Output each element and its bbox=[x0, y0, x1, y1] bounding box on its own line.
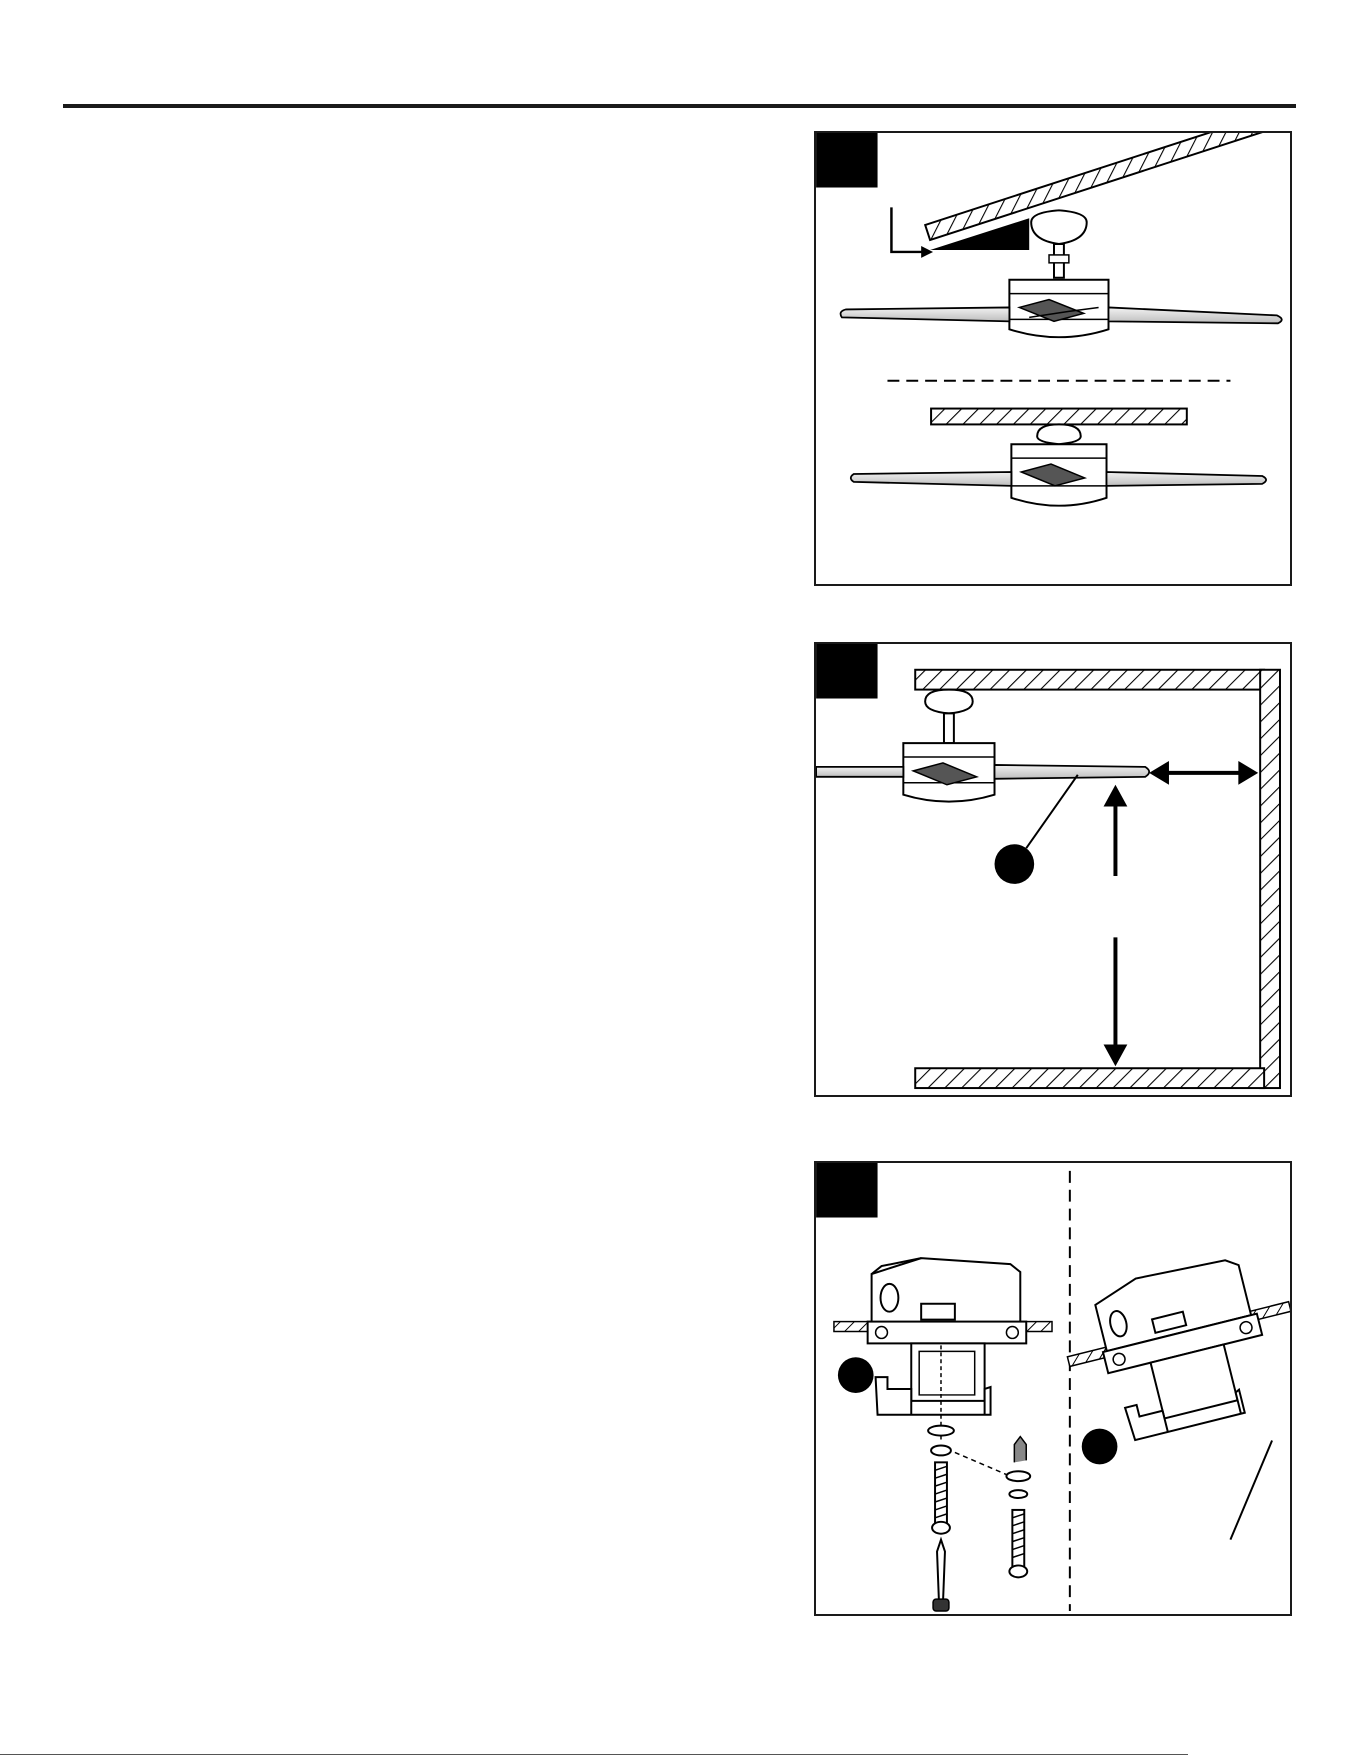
screw-icon bbox=[932, 1462, 950, 1533]
callout-dot-icon bbox=[995, 844, 1035, 884]
bottom-rule bbox=[0, 1754, 1188, 1755]
figure-sloped-ceiling-drawing bbox=[816, 133, 1290, 584]
guide-dashed-icon bbox=[955, 1452, 1011, 1476]
callout-leader-icon bbox=[1230, 1441, 1272, 1540]
screwdriver-icon bbox=[933, 1540, 949, 1611]
top-rule bbox=[63, 104, 1296, 108]
fan-blade-right-icon bbox=[995, 765, 1150, 779]
arrow-icon bbox=[1014, 1437, 1026, 1463]
washer-icon bbox=[928, 1426, 954, 1436]
figure-sloped-ceiling bbox=[814, 131, 1292, 586]
hatched-ceiling-flat-icon bbox=[931, 409, 1187, 425]
outlet-box-tilted-icon bbox=[1053, 1244, 1290, 1451]
fan-blade-right-icon bbox=[1109, 307, 1282, 323]
figure-blade-clearance bbox=[814, 642, 1292, 1097]
step-tab-icon bbox=[816, 1163, 877, 1218]
figure-outlet-box bbox=[814, 1161, 1292, 1616]
callout-dot-icon-2 bbox=[1082, 1429, 1118, 1465]
callout-leader-icon bbox=[1026, 775, 1078, 848]
fan-blade-left-icon bbox=[816, 767, 903, 777]
fan-icon bbox=[903, 690, 994, 802]
hatched-ceiling-icon bbox=[915, 670, 1264, 690]
hatched-floor-icon bbox=[915, 1068, 1264, 1088]
arrow-up-head-icon bbox=[1104, 785, 1128, 807]
fan-flat-blade-right-icon bbox=[1107, 472, 1267, 486]
outlet-box-icon bbox=[868, 1258, 1027, 1415]
hatched-wall-icon bbox=[1260, 670, 1280, 1088]
callout-dot-icon bbox=[838, 1357, 874, 1393]
lock-washer-alt-icon bbox=[1009, 1490, 1027, 1498]
arrow-head-right-icon bbox=[1238, 761, 1258, 785]
arrow-down-head-icon bbox=[1104, 1044, 1128, 1066]
washer-alt-icon bbox=[1006, 1471, 1030, 1481]
fan-flat-icon bbox=[1011, 424, 1106, 505]
step-tab-icon bbox=[816, 133, 877, 188]
screw-alt-icon bbox=[1009, 1510, 1027, 1577]
arrow-head-icon bbox=[921, 246, 933, 258]
fan-flat-blade-left-icon bbox=[851, 472, 1012, 486]
arrow-head-left-icon bbox=[1149, 761, 1169, 785]
arrow-icon bbox=[891, 207, 925, 252]
figure-blade-clearance-drawing bbox=[816, 644, 1290, 1095]
fan-blade-left-icon bbox=[841, 307, 1010, 321]
hatched-ceiling-icon bbox=[925, 133, 1279, 240]
figure-outlet-box-drawing bbox=[816, 1163, 1290, 1614]
step-tab-icon bbox=[816, 644, 877, 699]
lock-washer-icon bbox=[931, 1445, 951, 1455]
